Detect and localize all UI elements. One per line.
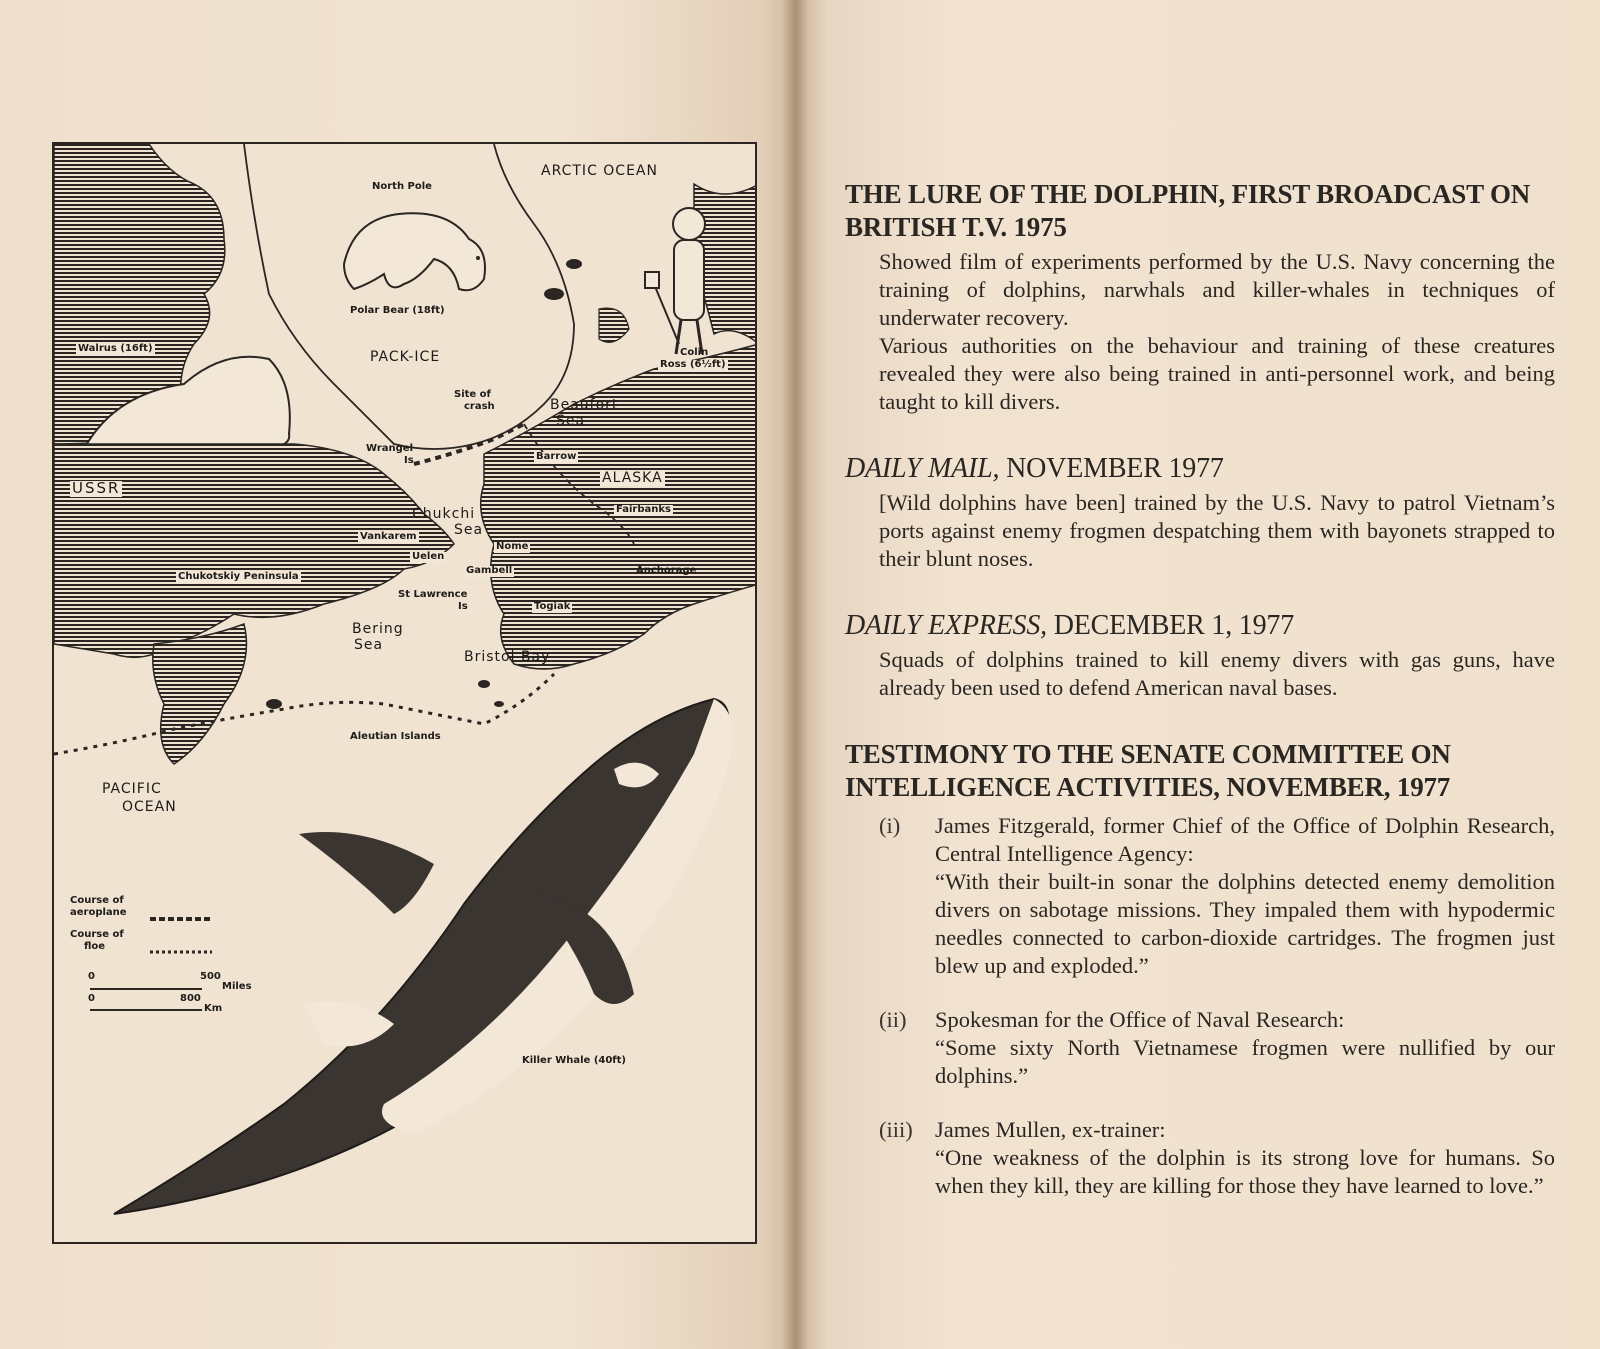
item-speaker: James Mullen, ex-trainer:: [935, 1117, 1166, 1142]
label-killer-whale: Killer Whale (40ft): [522, 1055, 627, 1066]
label-chukchi-sea-1: Chukchi: [412, 506, 476, 522]
label-site-of-crash-1: Site of: [454, 389, 491, 400]
label-vankarem: Vankarem: [360, 531, 417, 542]
kamchatka-land: [153, 624, 247, 764]
label-bering-sea-1: Bering: [352, 621, 404, 637]
scale-miles-unit: Miles: [222, 981, 252, 992]
label-bering-sea-2: Sea: [354, 637, 384, 653]
testimony-item: [879, 812, 1555, 980]
label-pacific-2: OCEAN: [122, 799, 177, 815]
label-st-lawrence-1: St Lawrence: [398, 589, 468, 600]
paragraph: Squads of dolphins trained to kill enemy divers with gas guns, have already been used to defend American naval bases.: [879, 647, 1555, 700]
polar-bear-drawing: [344, 213, 485, 290]
paragraph: Showed film of experiments performed by the U.S. Navy concerning the training of dolphins, narwhals and killer-whales in techniques of underwater recovery.: [879, 249, 1555, 330]
scale-km-max: 800: [180, 993, 201, 1004]
label-wrangel-2: Is: [404, 455, 414, 466]
section-heading: TESTIMONY TO THE SENATE COMMITTEE ON INTELLIGENCE ACTIVITIES, NOVEMBER, 1977: [845, 739, 1451, 802]
legend-aeroplane-label-1: Course of: [70, 895, 124, 906]
label-site-of-crash-2: crash: [464, 401, 495, 412]
section-daily-express: [845, 609, 1555, 702]
section-senate-testimony: [845, 738, 1555, 1200]
testimony-item: [879, 1006, 1555, 1090]
section-heading: [845, 452, 1555, 485]
label-gambell: Gambell: [466, 565, 513, 576]
label-st-lawrence-2: Is: [458, 601, 468, 612]
label-north-pole: North Pole: [372, 181, 432, 192]
testimony-item: [879, 1116, 1555, 1200]
paragraph: Various authorities on the behaviour and training of these creatures revealed they were also being trained in anti-personnel work, and being taught to kill divers.: [879, 333, 1555, 414]
label-chukchi-sea-2: Sea: [454, 522, 484, 538]
legend-aeroplane-label-2: aeroplane: [70, 907, 127, 918]
label-uelen: Uelen: [412, 551, 445, 562]
killer-whale-drawing: [114, 699, 733, 1214]
legend-floe-label-2: floe: [84, 941, 106, 952]
item-quote: “With their built-in sonar the dolphins detected enemy demolition divers on sabotage missions. They impaled them with hypodermic needles connected to carbon-dioxide cartridges. The frogmen just blew up and exploded.”: [935, 869, 1555, 978]
diver-drawing: [645, 208, 705, 354]
label-bristol-bay: Bristol Bay: [464, 649, 551, 665]
label-alaska: ALASKA: [602, 470, 663, 486]
legend-floe-label-1: Course of: [70, 929, 124, 940]
left-page: [0, 0, 795, 1349]
island-5: [478, 680, 490, 688]
item-number: (i): [879, 813, 901, 838]
island-3: [566, 259, 582, 269]
paragraph: [Wild dolphins have been] trained by the U.S. Navy to patrol Vietnam’s ports against enemy frogmen despatching them with bayonets strapped to their blunt noses.: [879, 490, 1555, 571]
label-chukotskiy: Chukotskiy Peninsula: [178, 571, 299, 582]
heading-publication: DAILY EXPRESS,: [845, 610, 1047, 641]
label-colin-ross-1: Colin: [680, 347, 709, 358]
label-fairbanks: Fairbanks: [616, 504, 671, 515]
label-walrus: Walrus (16ft): [78, 343, 153, 354]
item-number: (iii): [879, 1117, 913, 1142]
section-lure-of-dolphin: [845, 178, 1555, 416]
label-polar-bear: Polar Bear (18ft): [350, 305, 445, 316]
section-daily-mail: [845, 452, 1555, 573]
label-aleutian: Aleutian Islands: [350, 731, 441, 742]
label-barrow: Barrow: [536, 451, 577, 462]
section-body: [879, 489, 1555, 573]
item-content: [935, 812, 1555, 980]
island-6: [494, 701, 504, 707]
section-body: [879, 646, 1555, 702]
right-page-text: [845, 178, 1555, 1236]
label-colin-ross-2: Ross (6½ft): [660, 359, 726, 370]
island-4: [266, 699, 282, 709]
label-pacific-1: PACIFIC: [102, 781, 162, 797]
label-anchorage: Anchorage: [636, 565, 697, 576]
item-quote: “Some sixty North Vietnamese frogmen were nullified by our dolphins.”: [935, 1035, 1555, 1088]
heading-date: DECEMBER 1, 1977: [1046, 610, 1295, 641]
heading-date: NOVEMBER 1977: [999, 453, 1224, 484]
map-illustration: [52, 142, 757, 1244]
label-arctic-ocean: ARCTIC OCEAN: [541, 163, 658, 179]
book-gutter: [782, 0, 808, 1349]
scale-km-zero: 0: [88, 993, 95, 1004]
item-number: (ii): [879, 1007, 907, 1032]
scale-miles-zero: 0: [88, 971, 95, 982]
label-togiak: Togiak: [534, 601, 571, 612]
item-content: [935, 1006, 1555, 1090]
item-quote: “One weakness of the dolphin is its strong love for humans. So when they kill, they are killing for those they have learned to love.”: [935, 1145, 1555, 1198]
heading-publication: DAILY MAIL,: [845, 453, 1000, 484]
label-wrangel-1: Wrangel: [366, 443, 414, 454]
label-beaufort-sea-2: Sea: [556, 413, 586, 429]
label-ussr: USSR: [72, 479, 121, 497]
item-speaker: Spokesman for the Office of Naval Research:: [935, 1007, 1345, 1032]
scale-miles-max: 500: [200, 971, 221, 982]
scale-km-unit: Km: [204, 1003, 223, 1014]
island-2: [544, 288, 564, 300]
label-nome: Nome: [496, 541, 529, 552]
section-heading: THE LURE OF THE DOLPHIN, FIRST BROADCAST ON BRITISH T.V. 1975: [845, 179, 1531, 242]
island-1: [599, 308, 629, 342]
label-pack-ice: PACK-ICE: [370, 349, 441, 365]
section-heading: [845, 609, 1555, 642]
item-speaker: James Fitzgerald, former Chief of the Office of Dolphin Research, Central Intelligence Agency:: [935, 813, 1555, 866]
item-content: [935, 1116, 1555, 1200]
label-beaufort-sea-1: Beaufort: [550, 397, 619, 413]
section-body: [879, 248, 1555, 416]
